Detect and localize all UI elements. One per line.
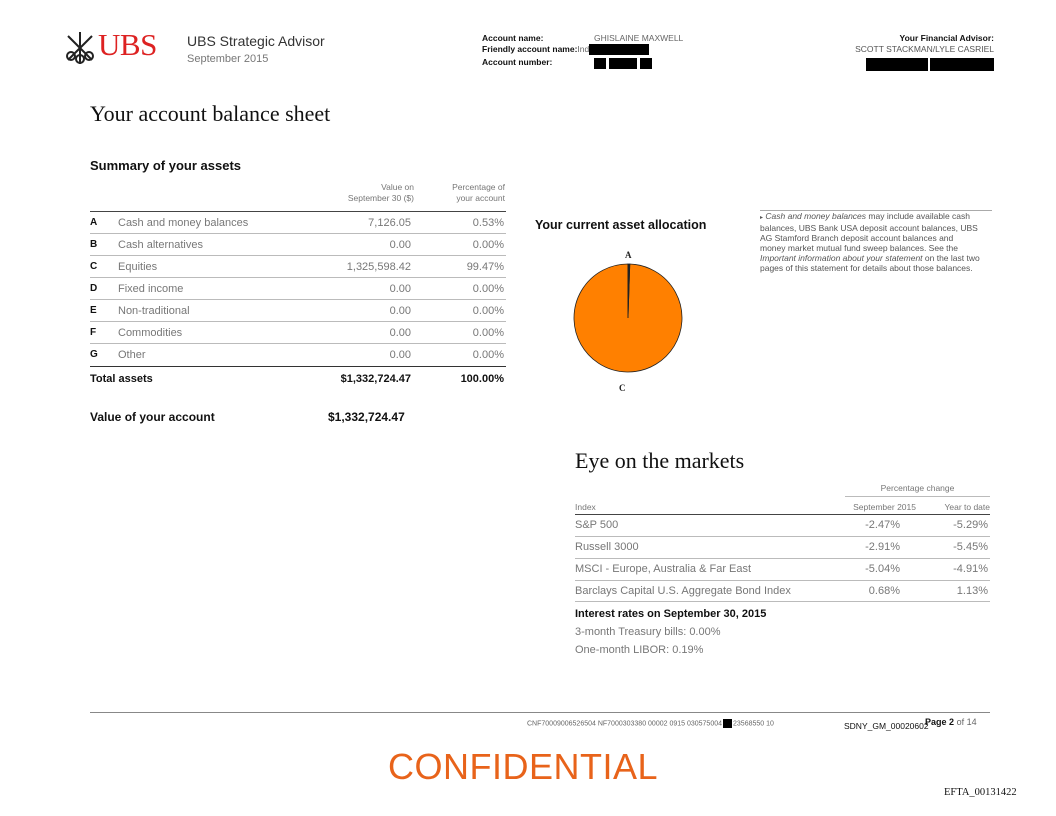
bates-number: SDNY_GM_00020602 [844, 721, 929, 731]
asset-row: E Non-traditional 0.00 0.00% [90, 299, 506, 322]
redaction-block [589, 44, 649, 55]
asset-row: B Cash alternatives 0.00 0.00% [90, 233, 506, 256]
redaction-block [594, 58, 606, 69]
efta-id: EFTA_00131422 [944, 787, 1017, 798]
asset-row: F Commodities 0.00 0.00% [90, 321, 506, 344]
redaction-block [640, 58, 652, 69]
market-row: Russell 3000 -2.91% -5.45% [575, 536, 990, 558]
market-row: S&P 500 -2.47% -5.29% [575, 514, 990, 536]
index-column-header: Index [575, 502, 596, 512]
markets-title: Eye on the markets [575, 448, 745, 473]
document-code: CNF70009006526504 NF7000303380 00002 0915 030575004 23568550 10 [527, 720, 774, 728]
footer-divider [90, 712, 990, 713]
interest-rates-title: Interest rates on September 30, 2015 [575, 608, 767, 620]
friendly-name-value: Ind [577, 44, 590, 54]
pie-label-c: C [619, 383, 626, 393]
account-info [482, 33, 683, 69]
value-column-header: Value on September 30 ($) [347, 182, 414, 203]
advisor-value: SCOTT STACKMAN/LYLE CASRIEL [855, 44, 994, 54]
statement-period: September 2015 [187, 53, 269, 65]
libor-rate: One-month LIBOR: 0.19% [575, 644, 704, 656]
percentage-change-header: Percentage change [880, 483, 955, 493]
allocation-pie-chart [572, 262, 684, 374]
asset-row: G Other 0.00 0.00% [90, 343, 506, 366]
ytd-column-header: Year to date [944, 502, 990, 512]
brand-title: UBS Strategic Advisor [187, 33, 325, 49]
redaction-block [930, 58, 994, 71]
redaction-block [866, 58, 928, 71]
asset-row: C Equities 1,325,598.42 99.47% [90, 255, 506, 278]
account-name-value: GHISLAINE MAXWELL [594, 33, 684, 43]
redaction-block [609, 58, 637, 69]
divider [575, 601, 990, 602]
pie-label-a: A [625, 250, 632, 260]
market-row: Barclays Capital U.S. Aggregate Bond Index 0.68% 1.13% [575, 580, 990, 602]
percentage-column-header: Percentage of your account [452, 182, 505, 203]
friendly-name-label: Friendly account name: [482, 44, 578, 54]
financial-advisor [855, 33, 994, 71]
asset-row: A Cash and money balances 7,126.05 0.53% [90, 211, 506, 234]
redaction-block [723, 719, 732, 728]
divider [845, 496, 990, 497]
summary-heading: Summary of your assets [90, 158, 242, 173]
ubs-logo-text: UBS [98, 27, 157, 62]
asset-row: D Fixed income 0.00 0.00% [90, 277, 506, 300]
market-row: MSCI - Europe, Australia & Far East -5.04% -4.91% [575, 558, 990, 580]
month-column-header: September 2015 [853, 502, 916, 512]
ubs-keys-logo-icon [62, 30, 98, 66]
account-number-label: Account number: [482, 57, 553, 68]
advisor-label: Your Financial Advisor: [899, 33, 994, 43]
page-number: Page 2 of 14 [925, 717, 977, 727]
confidential-stamp: CONFIDENTIAL [388, 746, 659, 787]
cash-balances-note: ▸ Cash and money balances may include available cash balances, UBS Bank USA deposit account balances, UBS AG Stamford Branch deposit account balances and money market mutual fund sweep balances. See the Important information about your statement on the last two pages of this statement for details about those balances. [760, 211, 980, 273]
treasury-rate: 3-month Treasury bills: 0.00% [575, 626, 721, 638]
account-value-label: Value of your account [90, 410, 215, 424]
account-name-label: Account name: [482, 33, 544, 43]
total-assets-row: Total assets $1,332,724.47 100.00% [90, 366, 506, 389]
page-title: Your account balance sheet [90, 101, 331, 126]
account-value: $1,332,724.47 [328, 410, 405, 424]
allocation-title: Your current asset allocation [535, 218, 707, 232]
